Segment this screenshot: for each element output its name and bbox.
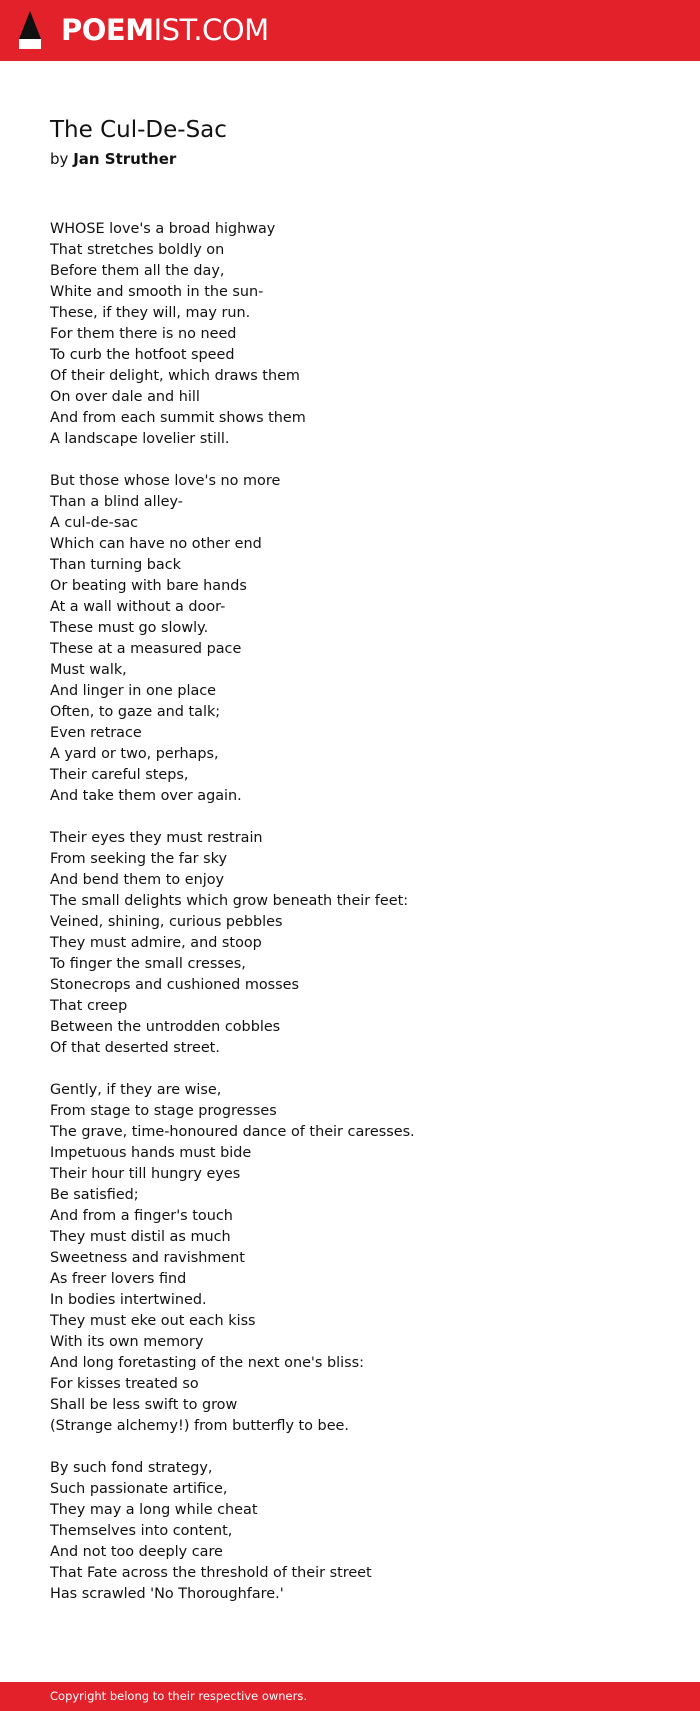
poem-line: And linger in one place — [50, 683, 217, 699]
poem-line: Before them all the day, — [50, 263, 225, 279]
poem-line: Stonecrops and cushioned mosses — [50, 977, 300, 993]
poem-line: From seeking the far sky — [50, 851, 227, 867]
site-footer — [0, 1682, 700, 1711]
poem-line: That creep — [50, 998, 128, 1014]
poem-body — [50, 219, 670, 1626]
poem-heading — [50, 113, 227, 170]
stanza — [50, 828, 670, 1059]
poem-line: For kisses treated so — [50, 1376, 199, 1392]
poem-line: A yard or two, perhaps, — [50, 746, 219, 762]
site-header — [0, 0, 700, 61]
poem-line: For them there is no need — [50, 326, 237, 342]
poem-line: Impetuous hands must bide — [50, 1145, 252, 1161]
by-label: by — [50, 150, 69, 168]
poem-line: And not too deeply care — [50, 1544, 223, 1560]
poem-title: The Cul-De-Sac — [50, 117, 227, 143]
poem-line: Or beating with bare hands — [50, 578, 247, 594]
poem-line: These at a measured pace — [50, 641, 242, 657]
poem-line: Their hour till hungry eyes — [50, 1166, 241, 1182]
poem-line: And bend them to enjoy — [50, 872, 225, 888]
poem-line: WHOSE love's a broad highway — [50, 221, 276, 237]
stanza — [50, 1458, 670, 1605]
poem-line: To curb the hotfoot speed — [50, 347, 235, 363]
poem-line: Must walk, — [50, 662, 127, 678]
poem-line: Their eyes they must restrain — [50, 830, 263, 846]
poem-line: (Strange alchemy!) from butterfly to bee. — [50, 1418, 349, 1434]
poem-line: Even retrace — [50, 725, 142, 741]
poem-line: And take them over again. — [50, 788, 242, 804]
poem-line: Sweetness and ravishment — [50, 1250, 245, 1266]
poem-line: And long foretasting of the next one's bliss: — [50, 1355, 364, 1371]
stanza — [50, 1080, 670, 1437]
logo-text-light: IST.COM — [153, 13, 269, 47]
poem-line: A cul-de-sac — [50, 515, 139, 531]
poem-line: Such passionate artifice, — [50, 1481, 228, 1497]
poem-line: Between the untrodden cobbles — [50, 1019, 281, 1035]
poem-line: Shall be less swift to grow — [50, 1397, 238, 1413]
poem-line: They must eke out each kiss — [50, 1313, 256, 1329]
site-logo[interactable] — [61, 10, 269, 50]
copyright-notice: Copyright belong to their respective owners. — [50, 1689, 308, 1703]
poem-line: Themselves into content, — [50, 1523, 233, 1539]
byline — [50, 148, 227, 170]
poem-line: Veined, shining, curious pebbles — [50, 914, 283, 930]
poem-line: These must go slowly. — [50, 620, 209, 636]
poem-line: The grave, time-honoured dance of their caresses. — [50, 1124, 415, 1140]
poem-line: Of that deserted street. — [50, 1040, 220, 1056]
poem-line: That stretches boldly on — [50, 242, 225, 258]
poem-line: The small delights which grow beneath their feet: — [50, 893, 409, 909]
poem-line: At a wall without a door- — [50, 599, 226, 615]
poem-line: In bodies intertwined. — [50, 1292, 207, 1308]
poem-line: By such fond strategy, — [50, 1460, 213, 1476]
poem-line: And from a finger's touch — [50, 1208, 233, 1224]
poem-line: Than turning back — [50, 557, 181, 573]
poem-line: To finger the small cresses, — [50, 956, 246, 972]
poem-line: These, if they will, may run. — [50, 305, 251, 321]
poem-line: They must distil as much — [50, 1229, 231, 1245]
stanza — [50, 219, 670, 450]
poem-line: Of their delight, which draws them — [50, 368, 300, 384]
poem-line: On over dale and hill — [50, 389, 200, 405]
poem-line: As freer lovers find — [50, 1271, 187, 1287]
poem-line: Has scrawled 'No Thoroughfare.' — [50, 1586, 284, 1602]
poem-line: But those whose love's no more — [50, 473, 281, 489]
pencil-logo-icon[interactable] — [16, 9, 44, 51]
poem-line: Gently, if they are wise, — [50, 1082, 222, 1098]
poem-line: They may a long while cheat — [50, 1502, 258, 1518]
poem-line: From stage to stage progresses — [50, 1103, 277, 1119]
poem-line: Be satisfied; — [50, 1187, 139, 1203]
poem-line: Than a blind alley- — [50, 494, 183, 510]
poem-line: Often, to gaze and talk; — [50, 704, 221, 720]
poem-line: White and smooth in the sun- — [50, 284, 264, 300]
stanza — [50, 471, 670, 807]
poem-line: They must admire, and stoop — [50, 935, 262, 951]
author-name[interactable]: Jan Struther — [73, 150, 177, 168]
poem-line: That Fate across the threshold of their street — [50, 1565, 372, 1581]
poem-line: Which can have no other end — [50, 536, 262, 552]
poem-line: Their careful steps, — [50, 767, 189, 783]
poem-line: And from each summit shows them — [50, 410, 306, 426]
logo-text-bold: POEM — [61, 13, 154, 47]
poem-line: A landscape lovelier still. — [50, 431, 230, 447]
poem-line: With its own memory — [50, 1334, 204, 1350]
